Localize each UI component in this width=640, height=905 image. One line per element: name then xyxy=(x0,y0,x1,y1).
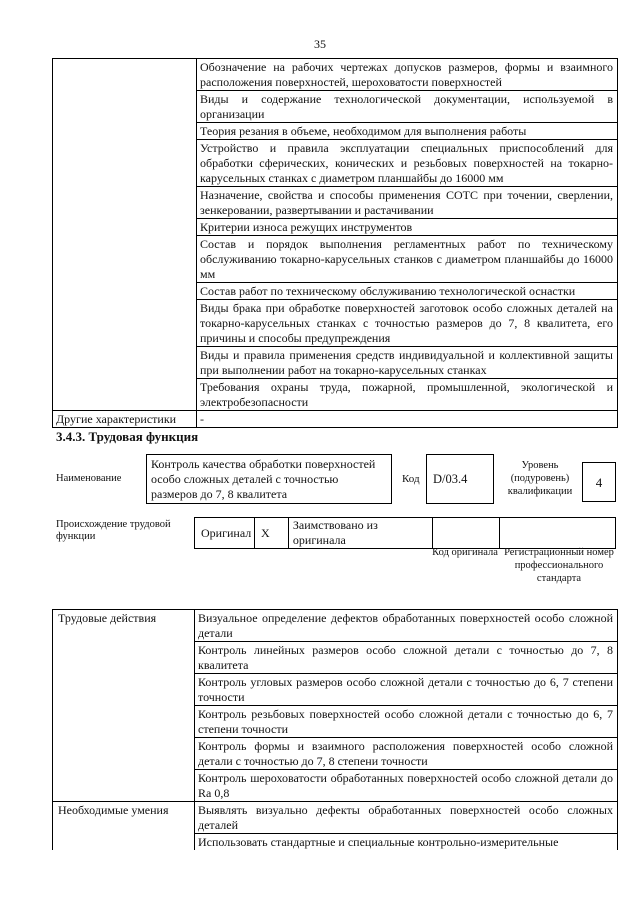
table-row xyxy=(53,610,618,642)
original-code-cell xyxy=(432,518,500,549)
skill-item: Выявлять визуально дефекты обработанных поверхностей особо сложных деталей xyxy=(195,802,618,834)
page-number: 35 xyxy=(314,37,326,51)
skills-label: Необходимые умения xyxy=(53,802,195,851)
labor-action-item: Контроль шероховатости обработанных поверхностей особо сложной детали до Ra 0,8 xyxy=(195,770,618,802)
labor-actions-label: Трудовые действия xyxy=(53,610,195,802)
knowledge-label-cell xyxy=(53,59,197,411)
name-label: Наименование xyxy=(56,473,122,484)
original-mark: X xyxy=(254,518,288,549)
knowledge-item: Критерии износа режущих инструментов xyxy=(197,219,618,236)
code-label: Код xyxy=(402,473,420,485)
actions-table xyxy=(52,609,618,850)
original-label: Оригинал xyxy=(195,518,255,549)
other-characteristics-value: - xyxy=(197,411,618,428)
knowledge-item: Состав работ по техническому обслуживанию технологической оснастки xyxy=(197,283,618,300)
other-characteristics-label: Другие характеристики xyxy=(53,411,197,428)
labor-action-item: Контроль угловых размеров особо сложной детали с точностью до 6, 7 степени точности xyxy=(195,674,618,706)
knowledge-item: Устройство и правила эксплуатации специальных приспособлений для обработки сферических, конических и резьбовых поверхностей на токарно-карусельных станках с диаметром планшайбы до 16000 мм xyxy=(197,140,618,187)
table-row xyxy=(195,518,616,549)
level-label: Уровень (подуровень) квалификации xyxy=(507,460,573,497)
knowledge-item: Виды и правила применения средств индивидуальной и коллективной защиты при выполнении работ на токарно-карусельных станках xyxy=(197,347,618,379)
table-row xyxy=(53,59,618,91)
name-value: Контроль качества обработки поверхностей особо сложных деталей с точностью размеров до 7, 8 квалитета xyxy=(146,454,392,504)
borrowed-label: Заимствовано из оригинала xyxy=(288,518,432,549)
table-row xyxy=(53,411,618,428)
table-row xyxy=(53,802,618,834)
knowledge-item: Виды и содержание технологической документации, используемой в организации xyxy=(197,91,618,123)
level-value: 4 xyxy=(582,462,616,502)
reg-number-label: Регистрационный номер профессионального стандарта xyxy=(504,547,614,584)
code-value: D/03.4 xyxy=(426,454,494,504)
labor-action-item: Контроль резьбовых поверхностей особо сложной детали с точностью до 6, 7 степени точности xyxy=(195,706,618,738)
knowledge-item: Виды брака при обработке поверхностей заготовок особо сложных деталей на токарно-карусельных станках с точностью размеров до 7, 8 квалитета, его причины и способы предупреждения xyxy=(197,300,618,347)
labor-action-item: Контроль линейных размеров особо сложной детали с точностью до 7, 8 квалитета xyxy=(195,642,618,674)
origin-table xyxy=(194,517,616,549)
labor-action-item: Визуальное определение дефектов обработанных поверхностей особо сложной детали xyxy=(195,610,618,642)
reg-number-cell xyxy=(500,518,616,549)
knowledge-table xyxy=(52,58,618,428)
knowledge-item: Назначение, свойства и способы применения СОТС при точении, сверлении, зенкеровании, развертывании и растачивании xyxy=(197,187,618,219)
knowledge-item: Состав и порядок выполнения регламентных работ по техническому обслуживанию токарно-карусельных станков с диаметром планшайбы до 16000 мм xyxy=(197,236,618,283)
knowledge-item: Обозначение на рабочих чертежах допусков размеров, формы и взаимного расположения поверхностей, шероховатости поверхностей xyxy=(197,59,618,91)
section-heading: 3.4.3. Трудовая функция xyxy=(56,429,199,444)
skill-item: Использовать стандартные и специальные контрольно-измерительные xyxy=(195,834,618,851)
labor-action-item: Контроль формы и взаимного расположения поверхностей особо сложной детали с точностью до 7, 8 степени точности xyxy=(195,738,618,770)
code-original-label: Код оригинала xyxy=(432,547,498,558)
knowledge-item: Теория резания в объеме, необходимом для выполнения работы xyxy=(197,123,618,140)
knowledge-item: Требования охраны труда, пожарной, промышленной, экологической и электробезопасности xyxy=(197,379,618,411)
origin-label: Происхождение трудовой функции xyxy=(56,519,171,542)
